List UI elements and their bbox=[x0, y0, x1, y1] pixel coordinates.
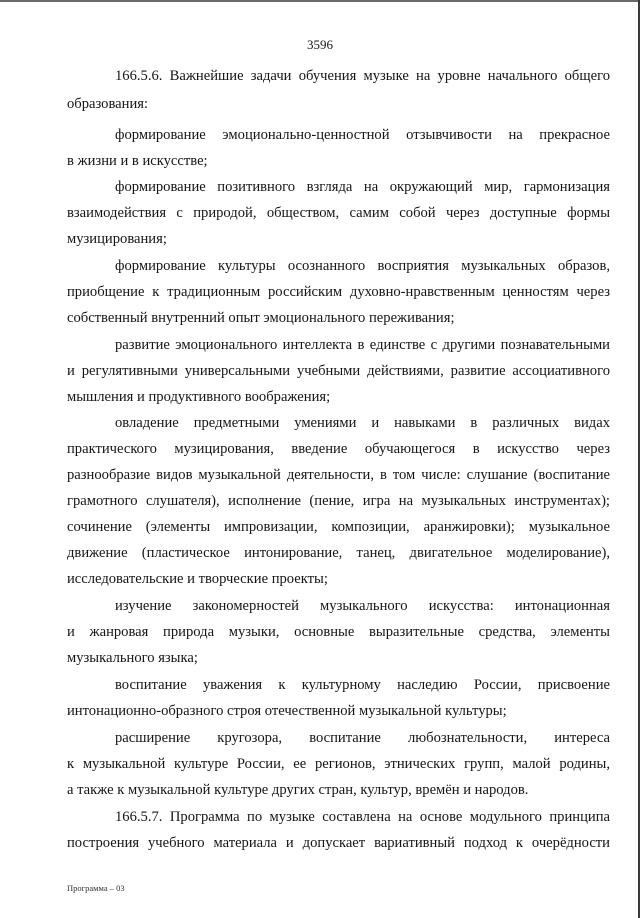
text-line: а также к музыкальной культуре других стран, культур, времён и народов. bbox=[67, 782, 529, 798]
text-line: грамотного слушателя), исполнение (пение, игра на музыкальных инструментах); bbox=[67, 493, 610, 509]
text-line: расширение кругозора, воспитание любознательности, интереса bbox=[115, 730, 610, 746]
text-line: воспитание уважения к культурному наследию России, присвоение bbox=[115, 677, 610, 693]
text-line: 166.5.6. Важнейшие задачи обучения музыке на уровне начального общего bbox=[115, 68, 610, 84]
text-line: формирование позитивного взгляда на окружающий мир, гармонизация bbox=[115, 179, 610, 195]
page-number: 3596 bbox=[307, 37, 333, 52]
text-line: изучение закономерностей музыкального искусства: интонационная bbox=[115, 598, 610, 614]
text-line: сочинение (элементы импровизации, композиции, аранжировки); музыкальное bbox=[67, 519, 610, 535]
text-line: разнообразие видов музыкальной деятельности, в том числе: слушание (воспитание bbox=[67, 467, 610, 483]
text-line: 166.5.7. Программа по музыке составлена на основе модульного принципа bbox=[115, 809, 610, 825]
text-line: к музыкальной культуре России, ее регионов, этнических групп, малой родины, bbox=[67, 756, 610, 772]
text-line: овладение предметными умениями и навыками в различных видах bbox=[115, 415, 610, 431]
text-line: в жизни и в искусстве; bbox=[67, 153, 208, 169]
text-line: образования: bbox=[67, 96, 149, 112]
scan-top-edge bbox=[0, 0, 640, 2]
text-line: построения учебного материала и допускает вариативный подход к очерёдности bbox=[67, 835, 610, 851]
text-line: движение (пластическое интонирование, танец, двигательное моделирование), bbox=[67, 545, 610, 561]
text-line: музыкального языка; bbox=[67, 650, 198, 666]
text-line: исследовательские и творческие проекты; bbox=[67, 571, 328, 587]
text-line: формирование культуры осознанного восприятия музыкальных образов, bbox=[115, 258, 610, 274]
footer-label: Программа – 03 bbox=[67, 883, 125, 893]
text-line: приобщение к традиционным российским духовно-нравственным ценностям через bbox=[67, 284, 610, 300]
text-line: развитие эмоционального интеллекта в единстве с другими познавательными bbox=[115, 337, 610, 353]
text-line: практического музицирования, введение обучающегося в искусство через bbox=[67, 441, 610, 457]
text-line: собственный внутренний опыт эмоционального переживания; bbox=[67, 310, 455, 326]
text-line: музицирования; bbox=[67, 231, 167, 247]
text-line: мышления и продуктивного воображения; bbox=[67, 389, 331, 405]
text-line: взаимодействия с природой, обществом, самим собой через доступные формы bbox=[67, 205, 610, 221]
text-line: и жанровая природа музыки, основные выразительные средства, элементы bbox=[67, 624, 610, 640]
text-line: интонационно-образного строя отечественной музыкальной культуры; bbox=[67, 703, 507, 719]
text-line: и регулятивными универсальными учебными действиями, развитие ассоциативного bbox=[67, 363, 610, 379]
text-line: формирование эмоционально-ценностной отзывчивости на прекрасное bbox=[115, 127, 610, 143]
